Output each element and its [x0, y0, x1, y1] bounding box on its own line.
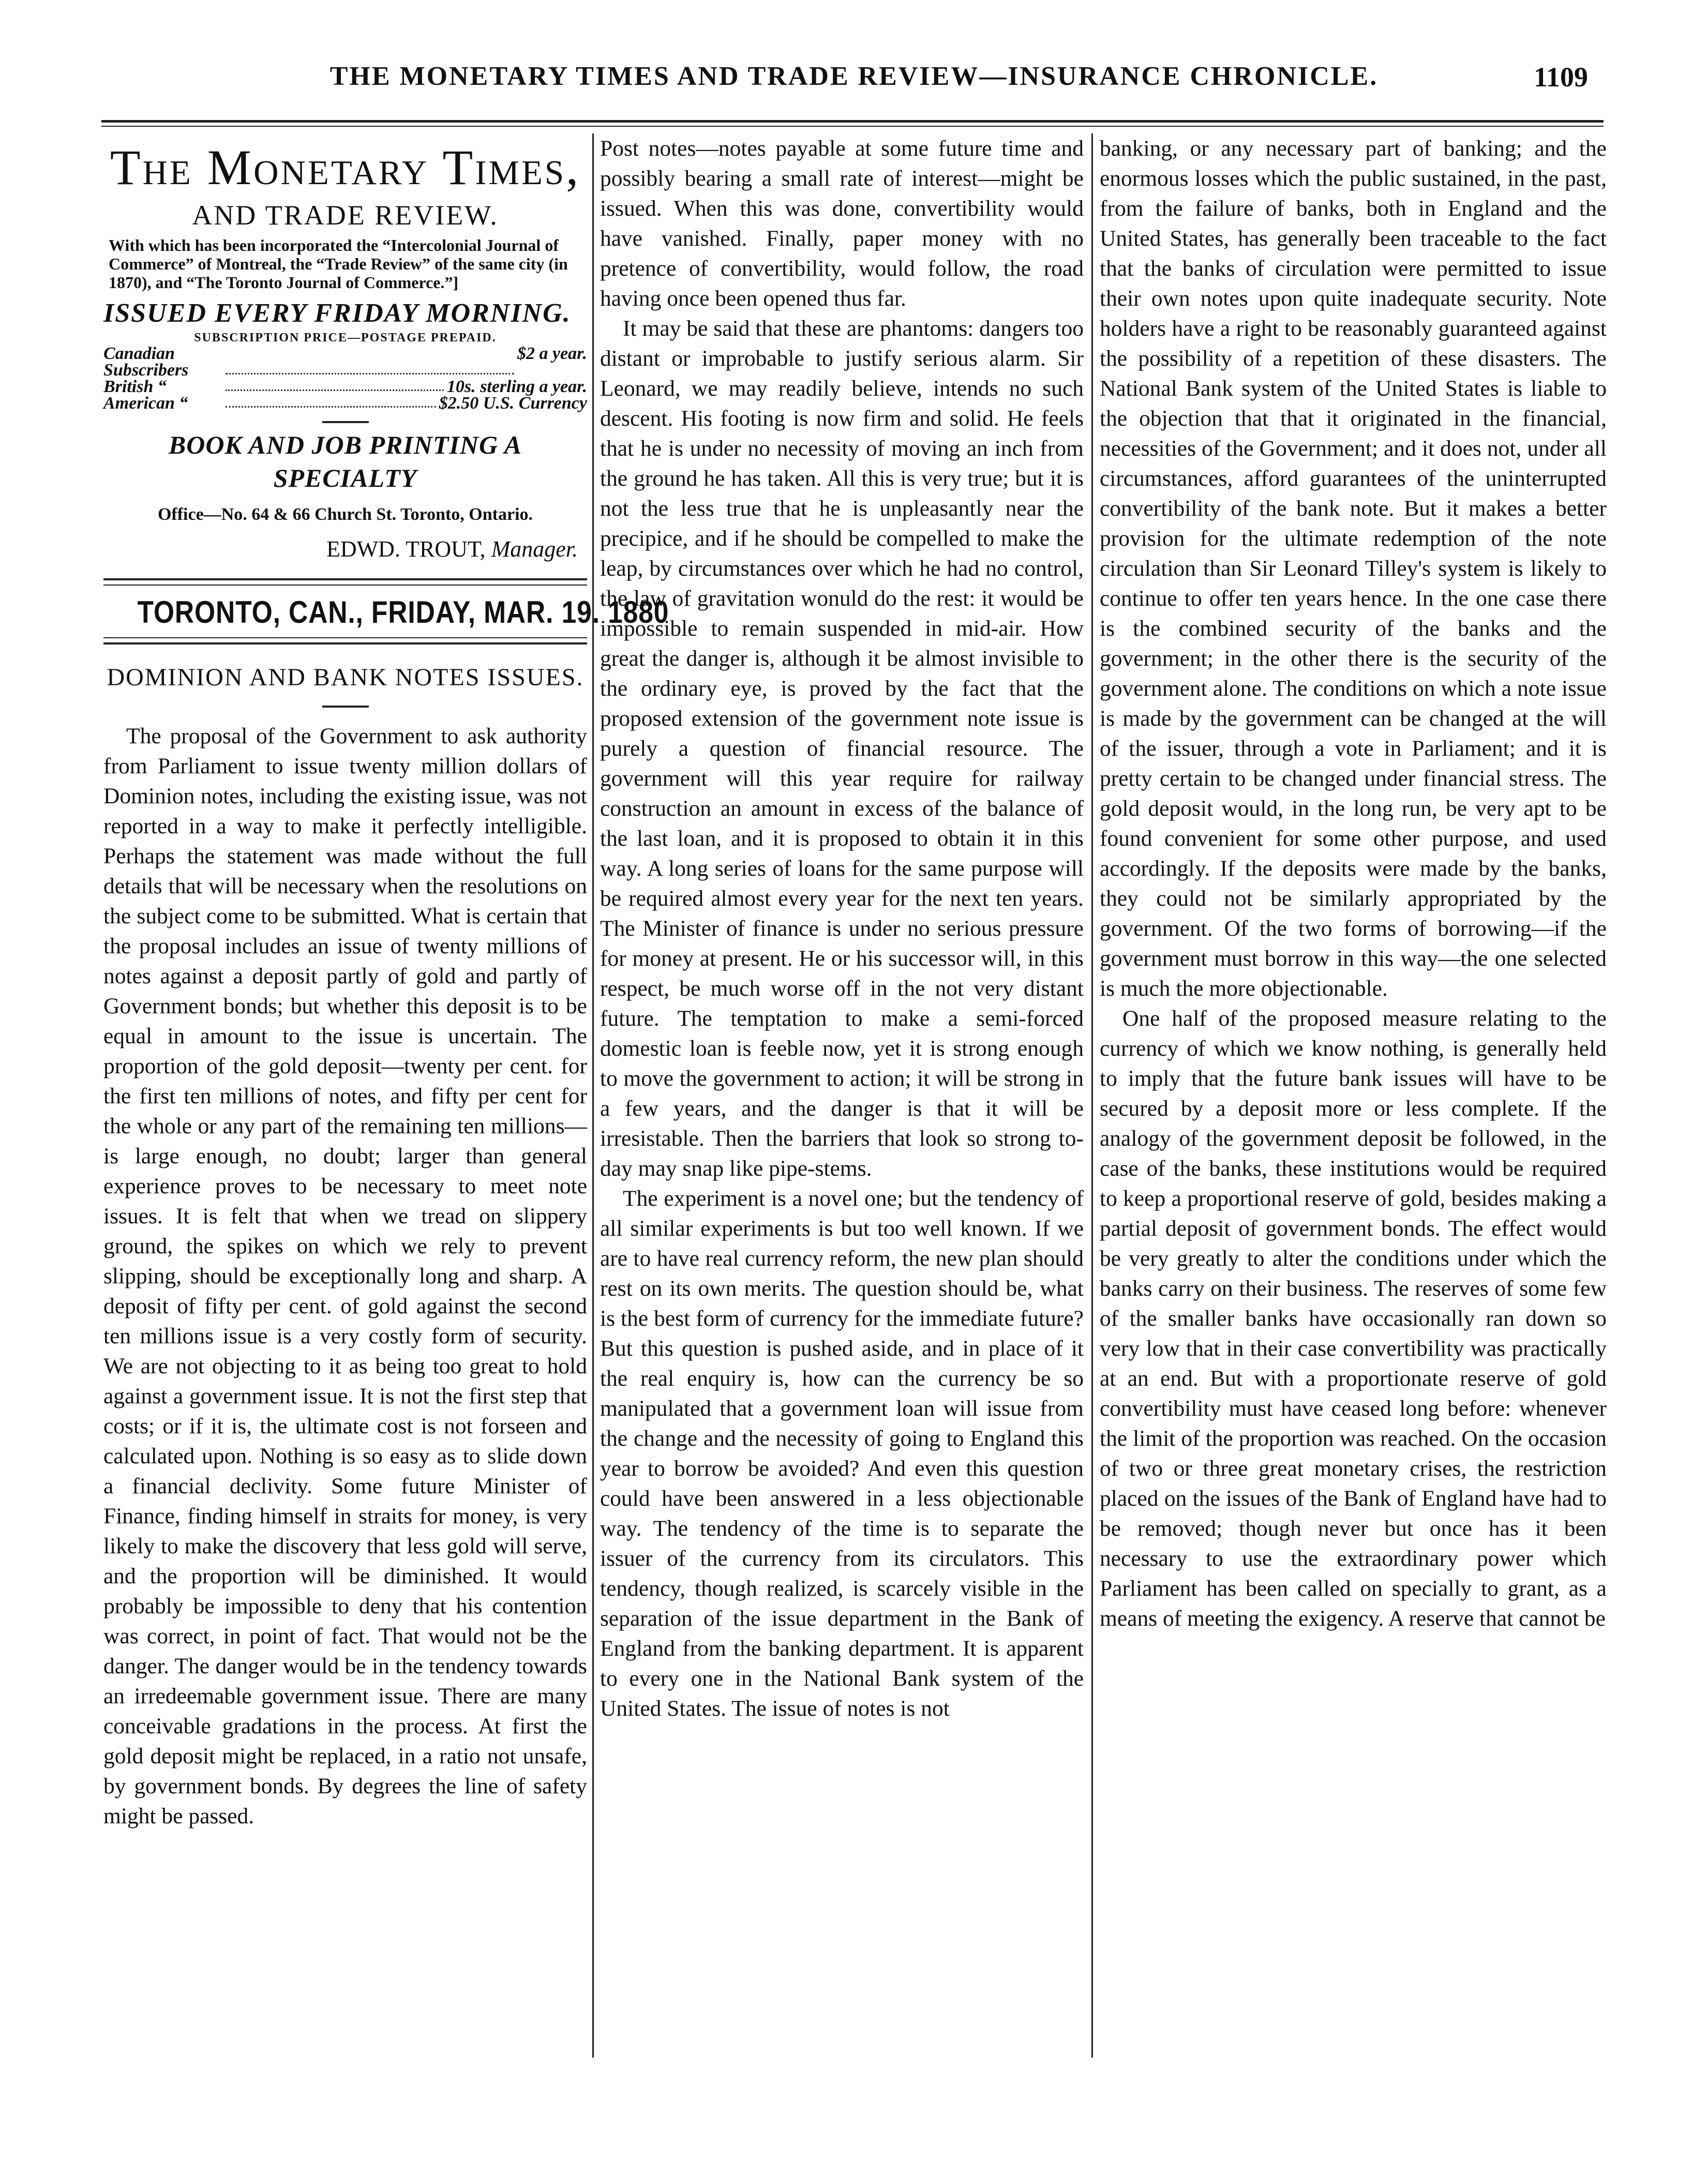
subscription-price: $2.50 U.S. Currency	[439, 394, 587, 413]
leader-dots	[226, 346, 514, 374]
divider	[103, 578, 587, 586]
article-paragraph: The proposal of the Government to ask authority from Parliament to issue twenty million dollars of Dominion notes, including the existing issue, was not reported in a way to make it perfectly intelligible. Perhaps the statement was made without the full details that will be necessary when the resolutions on the subject come to be submitted. What is certain that the proposal includes an issue of twenty millions of notes against a deposit partly of gold and partly of Government bonds; but whether this deposit is to be equal in amount to the issue is uncertain. The proportion of the gold deposit—twenty per cent. for the first ten millions of notes, and fifty per cent for the whole or any part of the remaining ten millions—is large enough, no doubt; larger than general experience proves to be necessary to meet note issues. It is felt that when we tread on slippery ground, the spikes on which we rely to prevent slipping, should be exceptionally long and sharp. A deposit of fifty per cent. of gold against the second ten millions issue is a very costly form of security. We are not objecting to it as being too great to hold against a government issue. It is not the first step that costs; or if it is, the ultimate cost is not forseen and calculated upon. Nothing is so easy as to slide down a financial declivity. Some future Minister of Finance, finding himself in straits for money, is very likely to make the discovery that less gold will serve, and the proportion will be diminished. It would probably be impossible to deny that his contention was correct, in point of fact. That would not be the danger. The danger would be in the tendency towards an irredeemable government issue. There are many conceivable gradations in the process. At first the gold deposit might be replaced, in a ratio not unsafe, by government bonds. By degrees the line of safety might be passed.	[103, 724, 587, 1828]
printing-specialty: BOOK AND JOB PRINTING A SPECIALTY	[168, 430, 522, 492]
masthead-title: The Monetary Times,	[110, 140, 581, 195]
subscription-price: $2 a year.	[517, 344, 587, 363]
leader-dots	[226, 379, 444, 391]
page-header	[0, 61, 1708, 108]
subscription-row	[103, 395, 587, 412]
article-paragraph: banking, or any necessary part of banking; and the enormous losses which the public sustained, in the past, from the failure of banks, both in England and the United States, has generally been traceable to the fact that the banks of circulation were permitted to issue their own notes upon quite inadequate security. Note holders have a right to be reasonably guaranteed against the possibility of a repetition of these disasters. The National Bank system of the United States is liable to the objection that that it originated in the financial, necessities of the Government; and it does not, under all circumstances, afford guarantees of the uninterrupted convertibility of the bank note. But it makes a better provision for the ultimate redemption of the note circulation than Sir Leonard Tilley's system is likely to continue to offer ten years hence. In the one case there is the combined security of the banks and the government; in the other there is the security of the government alone. The conditions on which a note issue is made by the government can be changed at the will of the issuer, through a vote in Parliament; and it is pretty certain to be changed under financial stress. The gold deposit would, in the long run, be very apt to be found convenient for some other purpose, and used accordingly. If the deposits were made by the banks, they could not be similarly appropriated by the government. Of the two forms of borrowing—if the government must borrow in this way—the one selected is much the more objectionable.	[1100, 136, 1607, 1001]
page-number: 1109	[1533, 62, 1588, 93]
manager-role: Manager.	[491, 536, 578, 562]
office-address: Office—No. 64 & 66 Church St. Toronto, Ontario.	[157, 505, 533, 524]
article-paragraph: One half of the proposed measure relating to the currency of which we know nothing, is generally held to imply that the future bank issues will have to be secured by a deposit more or less complete. If the analogy of the government deposit be followed, in the case of the banks, these institutions would be required to keep a proportional reserve of gold, besides making a partial deposit of government bonds. The effect would be very greatly to alter the conditions under which the banks carry on their business. The reserves of some few of the smaller banks have occasionally ran down so very low that in their case convertibility was practically at an end. But with a proportionate reserve of gold convertibility must have ceased long before: whenever the limit of the proportion was reached. On the occasion of two or three great monetary crises, the restriction placed on the issues of the Bank of England have had to be removed; though never but once has it been necessary to use the extraordinary power which Parliament has been called on specially to grant, as a means of meeting the exigency. A reserve that cannot be	[1100, 1006, 1607, 1631]
masthead	[103, 137, 587, 565]
subscription-title: SUBSCRIPTION PRICE—POSTAGE PREPAID.	[194, 331, 497, 344]
column-3	[1100, 133, 1607, 2078]
article-paragraph: The experiment is a novel one; but the tendency of all similar experiments is but too well known. If we are to have real currency reform, the new plan should rest on its own merits. The question should be, what is the best form of currency for the immediate future? But this question is pushed aside, and in place of it the real enquiry is, how can the currency be so manipulated that a government loan will issue from the change and the necessity of going to England this year to borrow be avoided? And even this question could have been answered in a less objectionable way. The tendency of the time is to separate the issuer of the currency from its circulators. This tendency, though realized, is scarcely visible in the separation of the issue department in the Bank of England from the banking department. It is apparent to every one in the National Bank system of the United States. The issue of notes is not	[600, 1186, 1084, 1721]
column-2	[600, 133, 1084, 2078]
subscription-price: 10s. sterling a year.	[446, 377, 587, 396]
masthead-subtitle: AND TRADE REVIEW.	[192, 200, 499, 231]
dateline: TORONTO, CAN., FRIDAY, MAR. 19. 1880	[137, 595, 669, 629]
manager-name: EDWD. TROUT,	[326, 536, 486, 562]
leader-dots	[226, 395, 436, 408]
column-1	[103, 133, 669, 2078]
subscriber-type: American “	[103, 394, 188, 413]
masthead-note: With which has been incorporated the “Intercolonial Journal of Commerce” of Montreal, the “Trade Review” of the same city (in 1870), and “The Toronto Journal of Commerce.”]	[109, 236, 568, 292]
article-paragraph: Post notes—notes payable at some future time and possibly bearing a small rate of interest—might be issued. When this was done, convertibility would have vanished. Finally, paper money with no pretence of convertibility, would follow, the road having once been opened thus far.	[600, 136, 1084, 311]
column-divider	[1091, 133, 1093, 2058]
divider	[103, 637, 587, 644]
divider	[322, 706, 369, 708]
column-divider	[592, 133, 594, 2058]
manager-line	[103, 534, 587, 565]
running-head: THE MONETARY TIMES AND TRADE REVIEW—INSURANCE CHRONICLE.	[329, 62, 1379, 91]
header-rule	[101, 120, 1604, 127]
divider	[322, 421, 369, 423]
subscription-row	[103, 346, 587, 379]
subscriber-type: Canadian Subscribers	[103, 344, 189, 380]
article-paragraph: It may be said that these are phantoms: dangers too distant or improbable to justify serious alarm. Sir Leonard, we may readily believe, intends no such descent. His footing is now firm and solid. He feels that he is under no necessity of moving an inch from the ground he has taken. All this is very true; but it is not the less true that he is unpleasantly near the precipice, and if he should be compelled to make the leap, by circumstances over which he had no control, the law of gravitation wonuld do the rest: it would be impossible to remain suspended in mid-air. How great the danger is, although it be almost invisible to the ordinary eye, is proved by the fact that the proposed extension of the government note issue is purely a question of financial resource. The government will this year require for railway construction an amount in excess of the balance of the last loan, and it is proposed to obtain it in this way. A long series of loans for the same purpose will be required almost every year for the next ten years. The Minister of finance is under no serious pressure for money at present. He or his successor will, in this respect, be much worse off in the not very distant future. The temptation to make a semi-forced domestic loan is feeble now, yet it is strong enough to move the government to action; it will be strong in a few years, and the danger is that it will be irresistable. Then the barriers that look so strong to-day may snap like pipe-stems.	[600, 316, 1084, 1181]
article-title: DOMINION AND BANK NOTES ISSUES.	[107, 664, 584, 691]
masthead-issued: ISSUED EVERY FRIDAY MORNING.	[103, 298, 571, 328]
subscriber-type: British “	[103, 377, 167, 396]
subscription-row	[103, 379, 587, 395]
